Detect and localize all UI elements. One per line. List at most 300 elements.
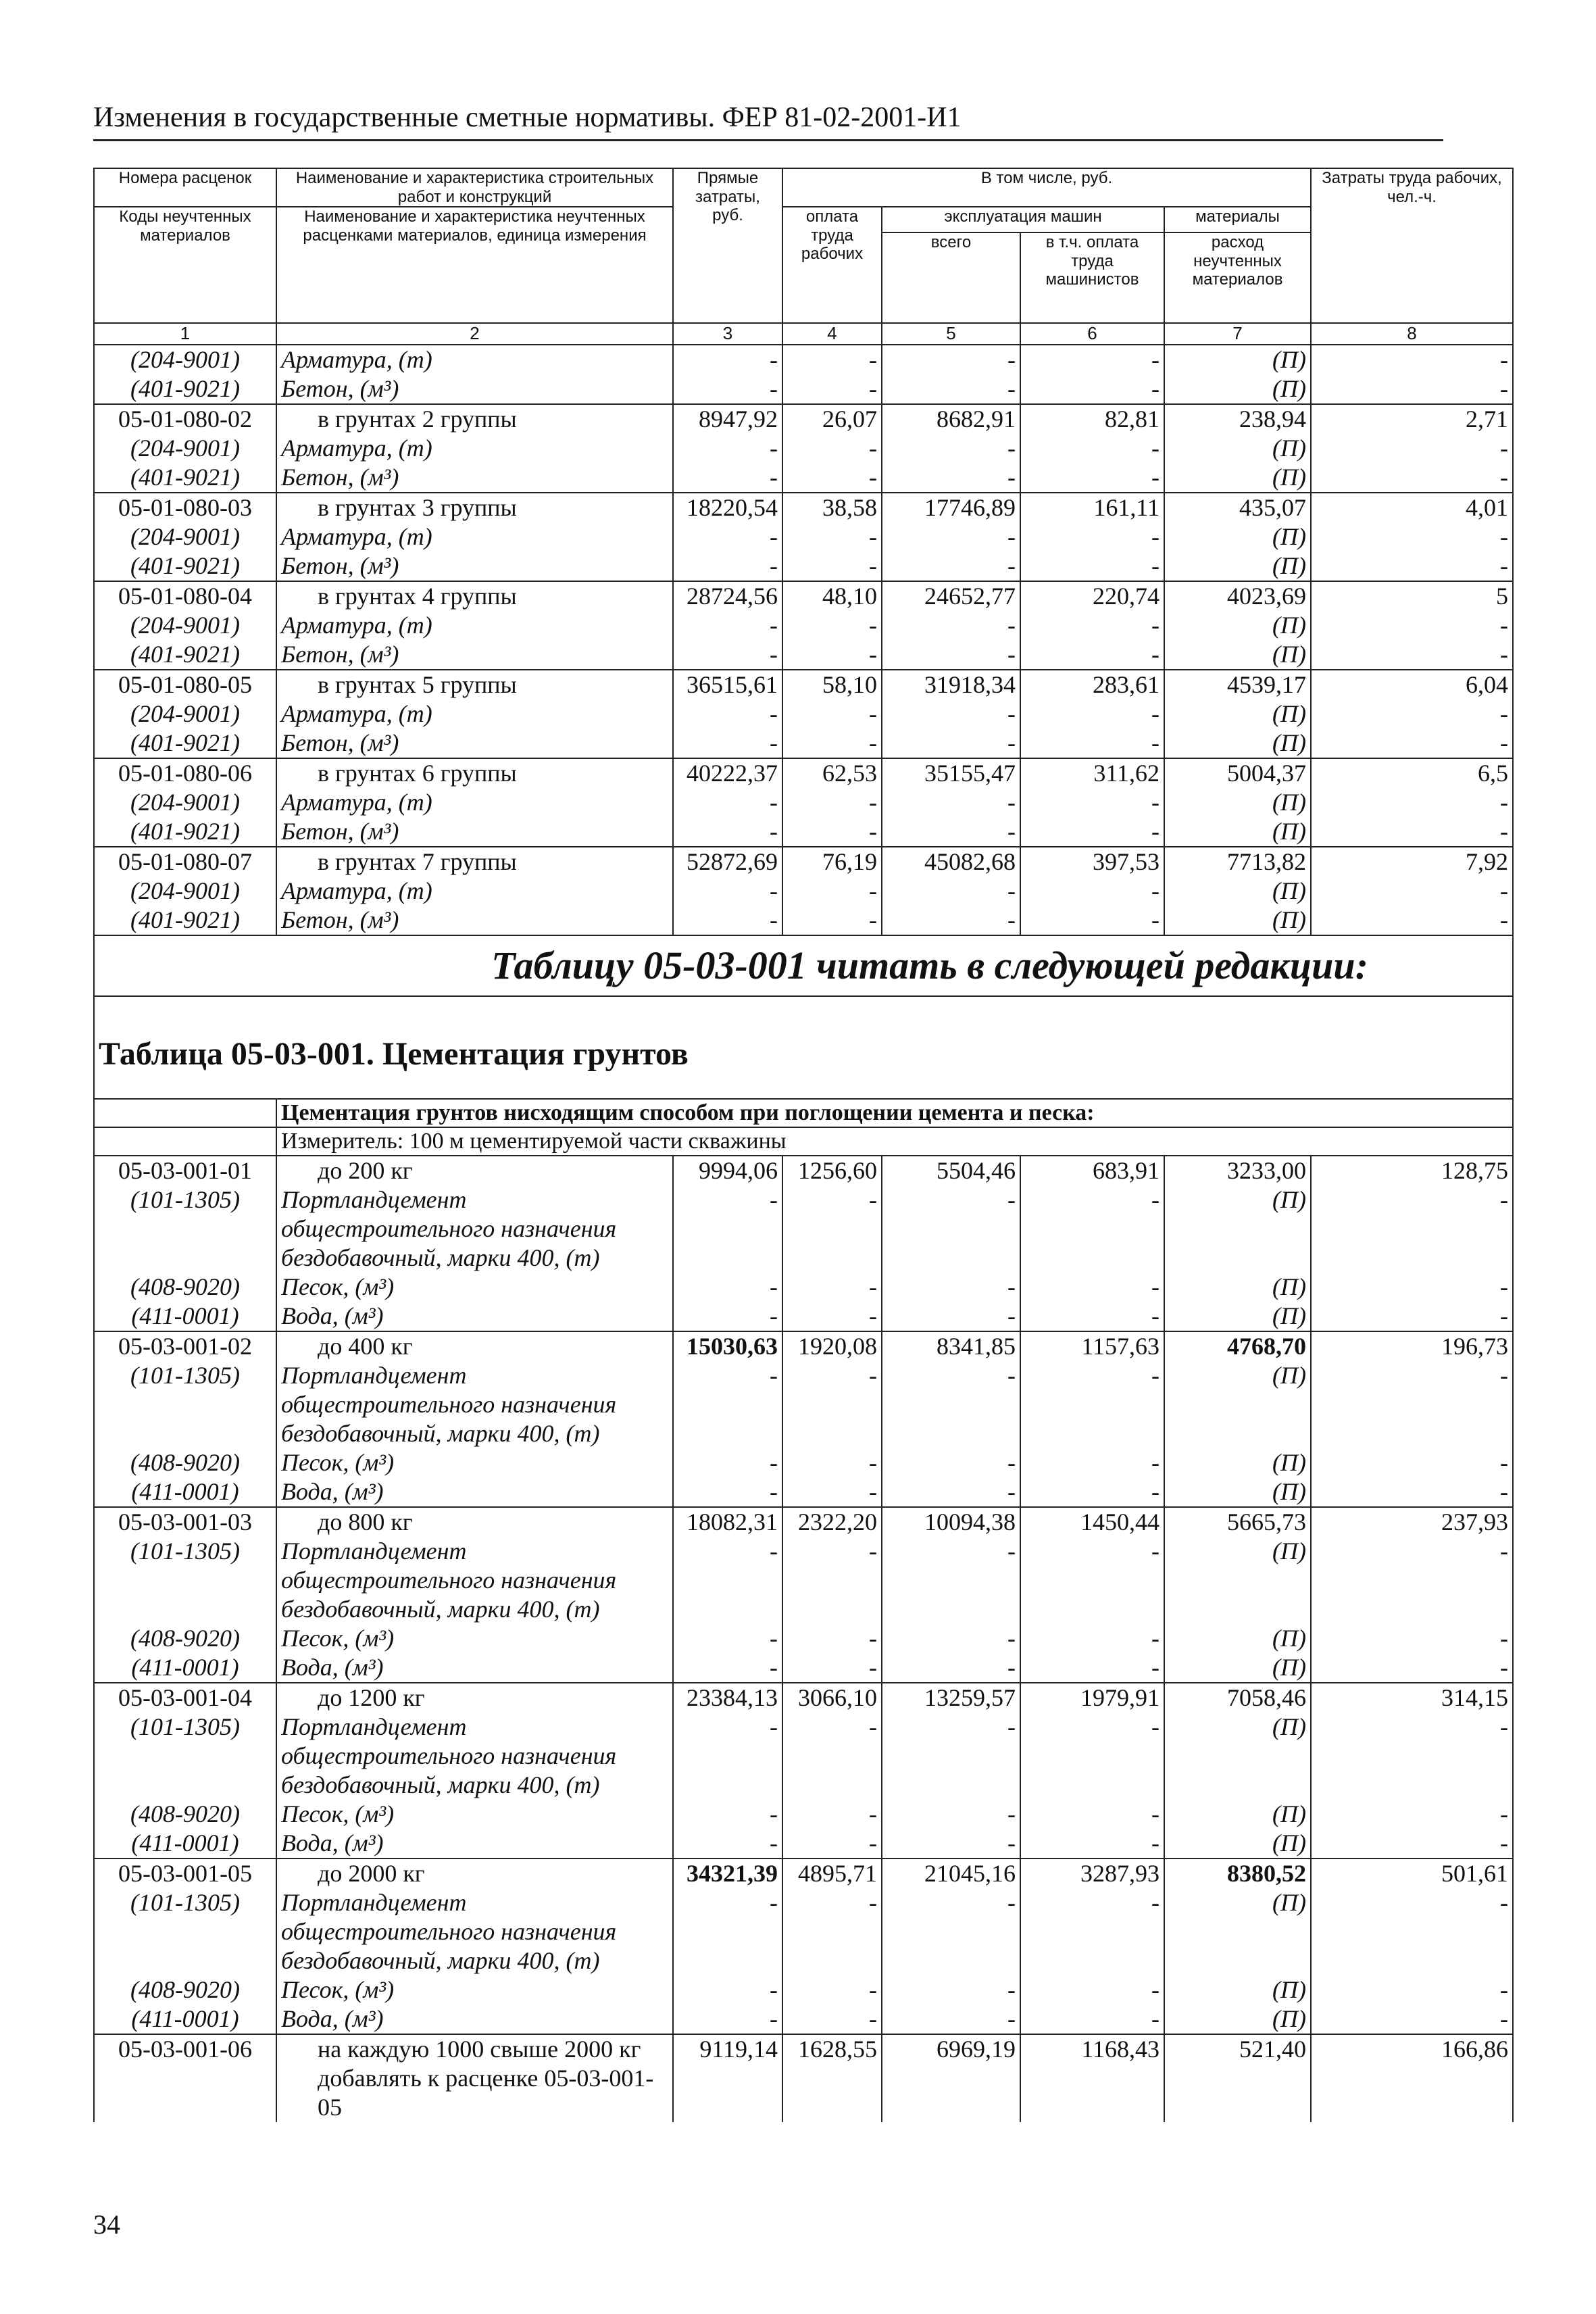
materials-cell: (П) xyxy=(1164,374,1311,404)
machines-total-cell: - xyxy=(882,640,1020,670)
rate-code-cell: (401-9021) xyxy=(94,463,276,493)
direct-costs-cell: - xyxy=(673,877,782,906)
direct-costs-cell: - xyxy=(673,1448,782,1477)
rate-code-cell: (101-1305) xyxy=(94,1888,276,1975)
worker-pay-cell: 38,58 xyxy=(782,493,882,522)
rate-code-cell: (411-0001) xyxy=(94,1302,276,1331)
material-row xyxy=(94,699,1513,729)
machines-total-cell: - xyxy=(882,817,1020,847)
worker-pay-cell: 1920,08 xyxy=(782,1331,882,1361)
worker-pay-cell: - xyxy=(782,1975,882,2004)
description-cell: в грунтах 4 группы xyxy=(276,581,673,611)
materials-cell: (П) xyxy=(1164,551,1311,581)
direct-costs-cell: - xyxy=(673,1537,782,1624)
machines-total-cell: - xyxy=(882,1800,1020,1829)
materials-cell: (П) xyxy=(1164,906,1311,935)
col-number: 5 xyxy=(882,323,1020,345)
rate-code-cell: (101-1305) xyxy=(94,1185,276,1273)
table-subtitle: Цементация грунтов нисходящим способом при поглощении цемента и песка: xyxy=(276,1099,1513,1127)
machines-total-cell: - xyxy=(882,374,1020,404)
material-row xyxy=(94,1653,1513,1683)
worker-pay-cell: - xyxy=(782,1888,882,1975)
operator-pay-cell: 82,81 xyxy=(1020,404,1164,434)
direct-costs-cell: - xyxy=(673,1302,782,1331)
materials-cell: (П) xyxy=(1164,1653,1311,1683)
direct-costs-cell: 40222,37 xyxy=(673,758,782,788)
description-cell: Портландцемент общестроительного назначения бездобавочный, марки 400, (т) xyxy=(276,1537,673,1624)
col-operator-pay: в т.ч. оплата труда машинистов xyxy=(1020,232,1164,323)
rate-code-cell: (408-9020) xyxy=(94,1975,276,2004)
operator-pay-cell: - xyxy=(1020,1185,1164,1273)
description-cell: Песок, (м³) xyxy=(276,1448,673,1477)
machines-total-cell: - xyxy=(882,1713,1020,1800)
worker-pay-cell: - xyxy=(782,1624,882,1653)
machines-total-cell: 6969,19 xyxy=(882,2034,1020,2122)
machines-total-cell: 21045,16 xyxy=(882,1858,1020,1888)
rate-code-cell: 05-01-080-05 xyxy=(94,670,276,699)
rate-row xyxy=(94,1507,1513,1537)
worker-pay-cell: 2322,20 xyxy=(782,1507,882,1537)
materials-cell: 4539,17 xyxy=(1164,670,1311,699)
machines-total-cell: - xyxy=(882,1888,1020,1975)
description-cell: до 800 кг xyxy=(276,1507,673,1537)
labor-hours-cell: 4,01 xyxy=(1311,493,1513,522)
direct-costs-cell: 8947,92 xyxy=(673,404,782,434)
materials-cell: (П) xyxy=(1164,522,1311,551)
materials-cell: 4023,69 xyxy=(1164,581,1311,611)
materials-cell: (П) xyxy=(1164,1185,1311,1273)
operator-pay-cell: - xyxy=(1020,1273,1164,1302)
operator-pay-cell: - xyxy=(1020,1888,1164,1975)
operator-pay-cell: - xyxy=(1020,611,1164,640)
operator-pay-cell: - xyxy=(1020,2004,1164,2034)
machines-total-cell: 24652,77 xyxy=(882,581,1020,611)
rate-code-cell: (204-9001) xyxy=(94,345,276,374)
direct-costs-cell: - xyxy=(673,2004,782,2034)
materials-cell: (П) xyxy=(1164,1800,1311,1829)
worker-pay-cell: 26,07 xyxy=(782,404,882,434)
labor-hours-cell: 196,73 xyxy=(1311,1331,1513,1361)
machines-total-cell: 8682,91 xyxy=(882,404,1020,434)
material-row xyxy=(94,1361,1513,1448)
rate-code-cell: (411-0001) xyxy=(94,1653,276,1683)
operator-pay-cell: - xyxy=(1020,817,1164,847)
material-row xyxy=(94,817,1513,847)
section-headings xyxy=(94,935,1513,1156)
direct-costs-cell: - xyxy=(673,699,782,729)
direct-costs-cell: - xyxy=(673,1713,782,1800)
operator-pay-cell: 397,53 xyxy=(1020,847,1164,877)
col-unaccounted-materials: расход неучтенных материалов xyxy=(1164,232,1311,323)
machines-total-cell: - xyxy=(882,1653,1020,1683)
worker-pay-cell: - xyxy=(782,788,882,817)
operator-pay-cell: - xyxy=(1020,374,1164,404)
worker-pay-cell: - xyxy=(782,611,882,640)
machines-total-cell: - xyxy=(882,1975,1020,2004)
table-title: Таблица 05-03-001. Цементация грунтов xyxy=(94,996,1513,1099)
rate-code-cell: 05-03-001-04 xyxy=(94,1683,276,1713)
rate-row xyxy=(94,847,1513,877)
col-number: 4 xyxy=(782,323,882,345)
measure-unit: Измеритель: 100 м цементируемой части скважины xyxy=(276,1127,1513,1156)
labor-hours-cell: - xyxy=(1311,788,1513,817)
direct-costs-cell: - xyxy=(673,1624,782,1653)
direct-costs-cell: 52872,69 xyxy=(673,847,782,877)
machines-total-cell: 13259,57 xyxy=(882,1683,1020,1713)
operator-pay-cell: 1450,44 xyxy=(1020,1507,1164,1537)
labor-hours-cell: - xyxy=(1311,434,1513,463)
material-row xyxy=(94,1800,1513,1829)
machines-total-cell: 45082,68 xyxy=(882,847,1020,877)
direct-costs-cell: - xyxy=(673,611,782,640)
worker-pay-cell: - xyxy=(782,699,882,729)
materials-cell: (П) xyxy=(1164,1448,1311,1477)
materials-cell: (П) xyxy=(1164,1477,1311,1507)
page-number: 34 xyxy=(93,2209,120,2240)
materials-cell: 7058,46 xyxy=(1164,1683,1311,1713)
worker-pay-cell: - xyxy=(782,640,882,670)
description-cell: до 2000 кг xyxy=(276,1858,673,1888)
labor-hours-cell: - xyxy=(1311,699,1513,729)
worker-pay-cell: - xyxy=(782,906,882,935)
labor-hours-cell: - xyxy=(1311,1537,1513,1624)
material-row xyxy=(94,551,1513,581)
labor-hours-cell: 2,71 xyxy=(1311,404,1513,434)
worker-pay-cell: - xyxy=(782,1713,882,1800)
operator-pay-cell: - xyxy=(1020,877,1164,906)
material-row xyxy=(94,877,1513,906)
labor-hours-cell: 166,86 xyxy=(1311,2034,1513,2122)
description-cell: в грунтах 2 группы xyxy=(276,404,673,434)
worker-pay-cell: - xyxy=(782,1537,882,1624)
direct-costs-cell: - xyxy=(673,345,782,374)
labor-hours-cell: - xyxy=(1311,1829,1513,1858)
rate-code-cell: 05-01-080-03 xyxy=(94,493,276,522)
description-cell: Песок, (м³) xyxy=(276,1975,673,2004)
materials-cell: (П) xyxy=(1164,1975,1311,2004)
description-cell: Песок, (м³) xyxy=(276,1800,673,1829)
rate-code-cell: (411-0001) xyxy=(94,1829,276,1858)
rate-code-cell: 05-03-001-03 xyxy=(94,1507,276,1537)
rate-code-cell: (408-9020) xyxy=(94,1448,276,1477)
machines-total-cell: - xyxy=(882,434,1020,463)
worker-pay-cell: - xyxy=(782,1800,882,1829)
direct-costs-cell: - xyxy=(673,1888,782,1975)
rate-row xyxy=(94,670,1513,699)
materials-cell: (П) xyxy=(1164,1624,1311,1653)
col-machines-total: всего xyxy=(882,232,1020,323)
rate-code-cell: (408-9020) xyxy=(94,1273,276,1302)
machines-total-cell: - xyxy=(882,1829,1020,1858)
labor-hours-cell: 6,5 xyxy=(1311,758,1513,788)
labor-hours-cell: - xyxy=(1311,611,1513,640)
description-cell: Арматура, (т) xyxy=(276,522,673,551)
machines-total-cell: - xyxy=(882,906,1020,935)
operator-pay-cell: - xyxy=(1020,1448,1164,1477)
direct-costs-cell: - xyxy=(673,1273,782,1302)
labor-hours-cell: 6,04 xyxy=(1311,670,1513,699)
operator-pay-cell: 220,74 xyxy=(1020,581,1164,611)
labor-hours-cell: - xyxy=(1311,1975,1513,2004)
worker-pay-cell: - xyxy=(782,729,882,758)
worker-pay-cell: - xyxy=(782,1273,882,1302)
materials-cell: (П) xyxy=(1164,1888,1311,1975)
material-row xyxy=(94,434,1513,463)
rate-code-cell: (204-9001) xyxy=(94,877,276,906)
materials-cell: 7713,82 xyxy=(1164,847,1311,877)
machines-total-cell: 10094,38 xyxy=(882,1507,1020,1537)
worker-pay-cell: 4895,71 xyxy=(782,1858,882,1888)
worker-pay-cell: 3066,10 xyxy=(782,1683,882,1713)
material-row xyxy=(94,522,1513,551)
material-row xyxy=(94,1713,1513,1800)
direct-costs-cell: - xyxy=(673,817,782,847)
description-cell: Бетон, (м³) xyxy=(276,906,673,935)
labor-hours-cell: - xyxy=(1311,640,1513,670)
direct-costs-cell: - xyxy=(673,522,782,551)
operator-pay-cell: - xyxy=(1020,1653,1164,1683)
operator-pay-cell: - xyxy=(1020,699,1164,729)
direct-costs-cell: - xyxy=(673,1653,782,1683)
machines-total-cell: 8341,85 xyxy=(882,1331,1020,1361)
material-row xyxy=(94,1829,1513,1858)
material-row xyxy=(94,1537,1513,1624)
operator-pay-cell: - xyxy=(1020,1800,1164,1829)
rate-code-cell: (401-9021) xyxy=(94,374,276,404)
description-cell: Портландцемент общестроительного назначения бездобавочный, марки 400, (т) xyxy=(276,1185,673,1273)
col-direct-costs: Прямые затраты, руб. xyxy=(673,168,782,323)
materials-cell: (П) xyxy=(1164,1361,1311,1448)
machines-total-cell: - xyxy=(882,1185,1020,1273)
direct-costs-cell: 28724,56 xyxy=(673,581,782,611)
operator-pay-cell: - xyxy=(1020,551,1164,581)
machines-total-cell: - xyxy=(882,1361,1020,1448)
description-cell: в грунтах 3 группы xyxy=(276,493,673,522)
direct-costs-cell: - xyxy=(673,463,782,493)
worker-pay-cell: - xyxy=(782,817,882,847)
machines-total-cell: - xyxy=(882,699,1020,729)
worker-pay-cell: - xyxy=(782,345,882,374)
description-cell: Вода, (м³) xyxy=(276,1477,673,1507)
machines-total-cell: - xyxy=(882,551,1020,581)
description-cell: Арматура, (т) xyxy=(276,345,673,374)
col-work-name: Наименование и характеристика строительных работ и конструкций xyxy=(276,168,673,207)
description-cell: в грунтах 5 группы xyxy=(276,670,673,699)
description-cell: Портландцемент общестроительного назначения бездобавочный, марки 400, (т) xyxy=(276,1361,673,1448)
col-number: 2 xyxy=(276,323,673,345)
materials-cell: (П) xyxy=(1164,1273,1311,1302)
labor-hours-cell: - xyxy=(1311,1624,1513,1653)
worker-pay-cell: - xyxy=(782,1185,882,1273)
material-row xyxy=(94,1477,1513,1507)
materials-cell: (П) xyxy=(1164,345,1311,374)
materials-cell: (П) xyxy=(1164,1829,1311,1858)
rate-code-cell: (204-9001) xyxy=(94,699,276,729)
material-row xyxy=(94,788,1513,817)
rate-code-cell: (408-9020) xyxy=(94,1624,276,1653)
rate-row xyxy=(94,2034,1513,2122)
labor-hours-cell: - xyxy=(1311,1477,1513,1507)
operator-pay-cell: - xyxy=(1020,1537,1164,1624)
materials-cell: 8380,52 xyxy=(1164,1858,1311,1888)
labor-hours-cell: 314,15 xyxy=(1311,1683,1513,1713)
material-row xyxy=(94,2004,1513,2034)
description-cell: Арматура, (т) xyxy=(276,699,673,729)
operator-pay-cell: - xyxy=(1020,906,1164,935)
materials-cell: (П) xyxy=(1164,729,1311,758)
description-cell: Песок, (м³) xyxy=(276,1273,673,1302)
description-cell: в грунтах 7 группы xyxy=(276,847,673,877)
labor-hours-cell: - xyxy=(1311,1273,1513,1302)
material-row xyxy=(94,906,1513,935)
rate-code-cell: (204-9001) xyxy=(94,522,276,551)
rate-row xyxy=(94,581,1513,611)
description-cell: Вода, (м³) xyxy=(276,1653,673,1683)
labor-hours-cell: - xyxy=(1311,906,1513,935)
rate-code-cell: 05-01-080-06 xyxy=(94,758,276,788)
labor-hours-cell: - xyxy=(1311,817,1513,847)
operator-pay-cell: - xyxy=(1020,434,1164,463)
material-row xyxy=(94,463,1513,493)
description-cell: Песок, (м³) xyxy=(276,1624,673,1653)
description-cell: Арматура, (т) xyxy=(276,877,673,906)
direct-costs-cell: 18220,54 xyxy=(673,493,782,522)
col-material-codes: Коды неучтенных материалов xyxy=(94,207,276,323)
material-row xyxy=(94,345,1513,374)
operator-pay-cell: 161,11 xyxy=(1020,493,1164,522)
labor-hours-cell: - xyxy=(1311,1302,1513,1331)
materials-cell: 238,94 xyxy=(1164,404,1311,434)
table-header xyxy=(94,168,1513,345)
description-cell: в грунтах 6 группы xyxy=(276,758,673,788)
col-incl: В том числе, руб. xyxy=(782,168,1311,207)
operator-pay-cell: - xyxy=(1020,729,1164,758)
description-cell: Вода, (м³) xyxy=(276,1829,673,1858)
description-cell: до 1200 кг xyxy=(276,1683,673,1713)
machines-total-cell: - xyxy=(882,2004,1020,2034)
direct-costs-cell: - xyxy=(673,1361,782,1448)
rate-code-cell: 05-03-001-06 xyxy=(94,2034,276,2122)
col-material-name: Наименование и характеристика неучтенных расценками материалов, единица измерения xyxy=(276,207,673,323)
direct-costs-cell: 36515,61 xyxy=(673,670,782,699)
rate-code-cell: (204-9001) xyxy=(94,434,276,463)
machines-total-cell: 5504,46 xyxy=(882,1156,1020,1185)
description-cell: до 400 кг xyxy=(276,1331,673,1361)
materials-cell: (П) xyxy=(1164,640,1311,670)
materials-cell: 5004,37 xyxy=(1164,758,1311,788)
worker-pay-cell: 48,10 xyxy=(782,581,882,611)
rate-code-cell: (401-9021) xyxy=(94,729,276,758)
description-cell: Вода, (м³) xyxy=(276,2004,673,2034)
rate-code-cell: (401-9021) xyxy=(94,640,276,670)
material-row xyxy=(94,1302,1513,1331)
machines-total-cell: - xyxy=(882,788,1020,817)
rate-code-cell: (101-1305) xyxy=(94,1537,276,1624)
description-cell: Бетон, (м³) xyxy=(276,640,673,670)
materials-cell: (П) xyxy=(1164,1302,1311,1331)
labor-hours-cell: - xyxy=(1311,1713,1513,1800)
worker-pay-cell: - xyxy=(782,522,882,551)
worker-pay-cell: - xyxy=(782,434,882,463)
operator-pay-cell: - xyxy=(1020,1361,1164,1448)
labor-hours-cell: - xyxy=(1311,1361,1513,1448)
operator-pay-cell: - xyxy=(1020,1477,1164,1507)
machines-total-cell: 17746,89 xyxy=(882,493,1020,522)
materials-cell: 3233,00 xyxy=(1164,1156,1311,1185)
materials-cell: (П) xyxy=(1164,1537,1311,1624)
materials-cell: (П) xyxy=(1164,1713,1311,1800)
worker-pay-cell: - xyxy=(782,1361,882,1448)
worker-pay-cell: - xyxy=(782,1653,882,1683)
rate-code-cell: 05-01-080-02 xyxy=(94,404,276,434)
labor-hours-cell: - xyxy=(1311,463,1513,493)
col-number: 3 xyxy=(673,323,782,345)
rate-code-cell: 05-01-080-04 xyxy=(94,581,276,611)
col-rate-number: Номера расценок xyxy=(94,168,276,207)
direct-costs-cell: - xyxy=(673,1800,782,1829)
operator-pay-cell: - xyxy=(1020,345,1164,374)
worker-pay-cell: - xyxy=(782,374,882,404)
labor-hours-cell: - xyxy=(1311,1185,1513,1273)
worker-pay-cell: 1628,55 xyxy=(782,2034,882,2122)
page-header: Изменения в государственные сметные нормативы. ФЕР 81-02-2001-И1 xyxy=(93,101,1443,141)
rate-code-cell: 05-03-001-05 xyxy=(94,1858,276,1888)
operator-pay-cell: 311,62 xyxy=(1020,758,1164,788)
col-labor-hours: Затраты труда рабочих, чел.-ч. xyxy=(1311,168,1513,323)
operator-pay-cell: - xyxy=(1020,463,1164,493)
operator-pay-cell: - xyxy=(1020,1975,1164,2004)
worker-pay-cell: - xyxy=(782,1302,882,1331)
worker-pay-cell: 1256,60 xyxy=(782,1156,882,1185)
edition-banner: Таблицу 05-03-001 читать в следующей редакции: xyxy=(94,935,1513,996)
col-worker-pay: оплата труда рабочих xyxy=(782,207,882,323)
materials-cell: (П) xyxy=(1164,611,1311,640)
rate-row xyxy=(94,1683,1513,1713)
table-body-top xyxy=(94,345,1513,935)
rate-code-cell: (401-9021) xyxy=(94,906,276,935)
direct-costs-cell: 23384,13 xyxy=(673,1683,782,1713)
direct-costs-cell: - xyxy=(673,551,782,581)
rate-code-cell: 05-03-001-02 xyxy=(94,1331,276,1361)
direct-costs-cell: 15030,63 xyxy=(673,1331,782,1361)
labor-hours-cell: 5 xyxy=(1311,581,1513,611)
rate-code-cell: (411-0001) xyxy=(94,1477,276,1507)
rate-row xyxy=(94,1331,1513,1361)
materials-cell: (П) xyxy=(1164,2004,1311,2034)
worker-pay-cell: - xyxy=(782,877,882,906)
material-row xyxy=(94,611,1513,640)
rate-row xyxy=(94,493,1513,522)
operator-pay-cell: 683,91 xyxy=(1020,1156,1164,1185)
materials-cell: (П) xyxy=(1164,699,1311,729)
machines-total-cell: - xyxy=(882,729,1020,758)
operator-pay-cell: - xyxy=(1020,1713,1164,1800)
direct-costs-cell: - xyxy=(673,374,782,404)
materials-cell: (П) xyxy=(1164,817,1311,847)
rate-row xyxy=(94,758,1513,788)
description-cell: Арматура, (т) xyxy=(276,788,673,817)
col-number: 6 xyxy=(1020,323,1164,345)
worker-pay-cell: - xyxy=(782,2004,882,2034)
worker-pay-cell: - xyxy=(782,1477,882,1507)
material-row xyxy=(94,374,1513,404)
material-row xyxy=(94,1624,1513,1653)
description-cell: Вода, (м³) xyxy=(276,1302,673,1331)
table-body-bottom xyxy=(94,1156,1513,2122)
rate-row xyxy=(94,404,1513,434)
materials-cell: (П) xyxy=(1164,434,1311,463)
machines-total-cell: - xyxy=(882,1537,1020,1624)
